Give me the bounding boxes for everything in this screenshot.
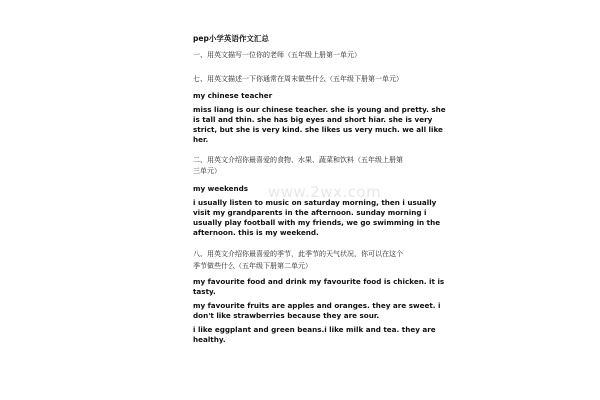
- section-heading-3: 二、用英文介绍你最喜爱的食物、水果、蔬菜和饮料（五年级上册第: [193, 156, 403, 164]
- section-heading-2: 七、用英文描述一下你通常在周末做些什么（五年级下册第一单元）: [193, 75, 403, 83]
- paragraph-line: strict, but she is very kind. she likes us very much. we all like: [193, 125, 443, 134]
- section-heading-1: 一、用英文描写一位你的老师（五年级上册第一单元）: [193, 51, 361, 59]
- section-heading-3-cont: 三单元）: [193, 167, 221, 175]
- watermark: www.2wx.com: [268, 183, 382, 201]
- paragraph-line: my favourite food and drink my favourite food is chicken. it is: [193, 277, 445, 286]
- paragraph-line: i usually listen to music on saturday morning, then i usually: [193, 198, 437, 207]
- section-heading-4-cont: 季节做些什么（五年级下册第二单元）: [193, 262, 312, 270]
- document-title: pep小学英语作文汇总: [193, 34, 269, 43]
- essay-subtitle-teacher: my chinese teacher: [193, 91, 273, 100]
- section-heading-4: 八、用英文介绍你最喜爱的季节，此季节的天气状况，你可以在这个: [193, 250, 403, 258]
- paragraph-line: miss liang is our chinese teacher. she is young and pretty. she: [193, 105, 446, 114]
- paragraph-line: is tall and thin. she has big eyes and short hiar. she is very: [193, 115, 433, 124]
- paragraph-line: usually play football with my friends, we go swimming in the: [193, 218, 441, 227]
- essay-subtitle-weekends: my weekends: [193, 184, 249, 193]
- paragraph-line: tasty.: [193, 287, 216, 296]
- paragraph-line: my favourite fruits are apples and oranges. they are sweet. i: [193, 301, 441, 310]
- paragraph-line: don't like strawberries because they are sour.: [193, 311, 380, 320]
- paragraph-line: i like eggplant and green beans.i like milk and tea. they are: [193, 325, 436, 334]
- paragraph-line: afternoon. this is my weekend.: [193, 228, 319, 237]
- paragraph-line: her.: [193, 135, 209, 144]
- paragraph-line: healthy.: [193, 335, 226, 344]
- paragraph-line: visit my grandparents in the afternoon. sunday morning i: [193, 208, 427, 217]
